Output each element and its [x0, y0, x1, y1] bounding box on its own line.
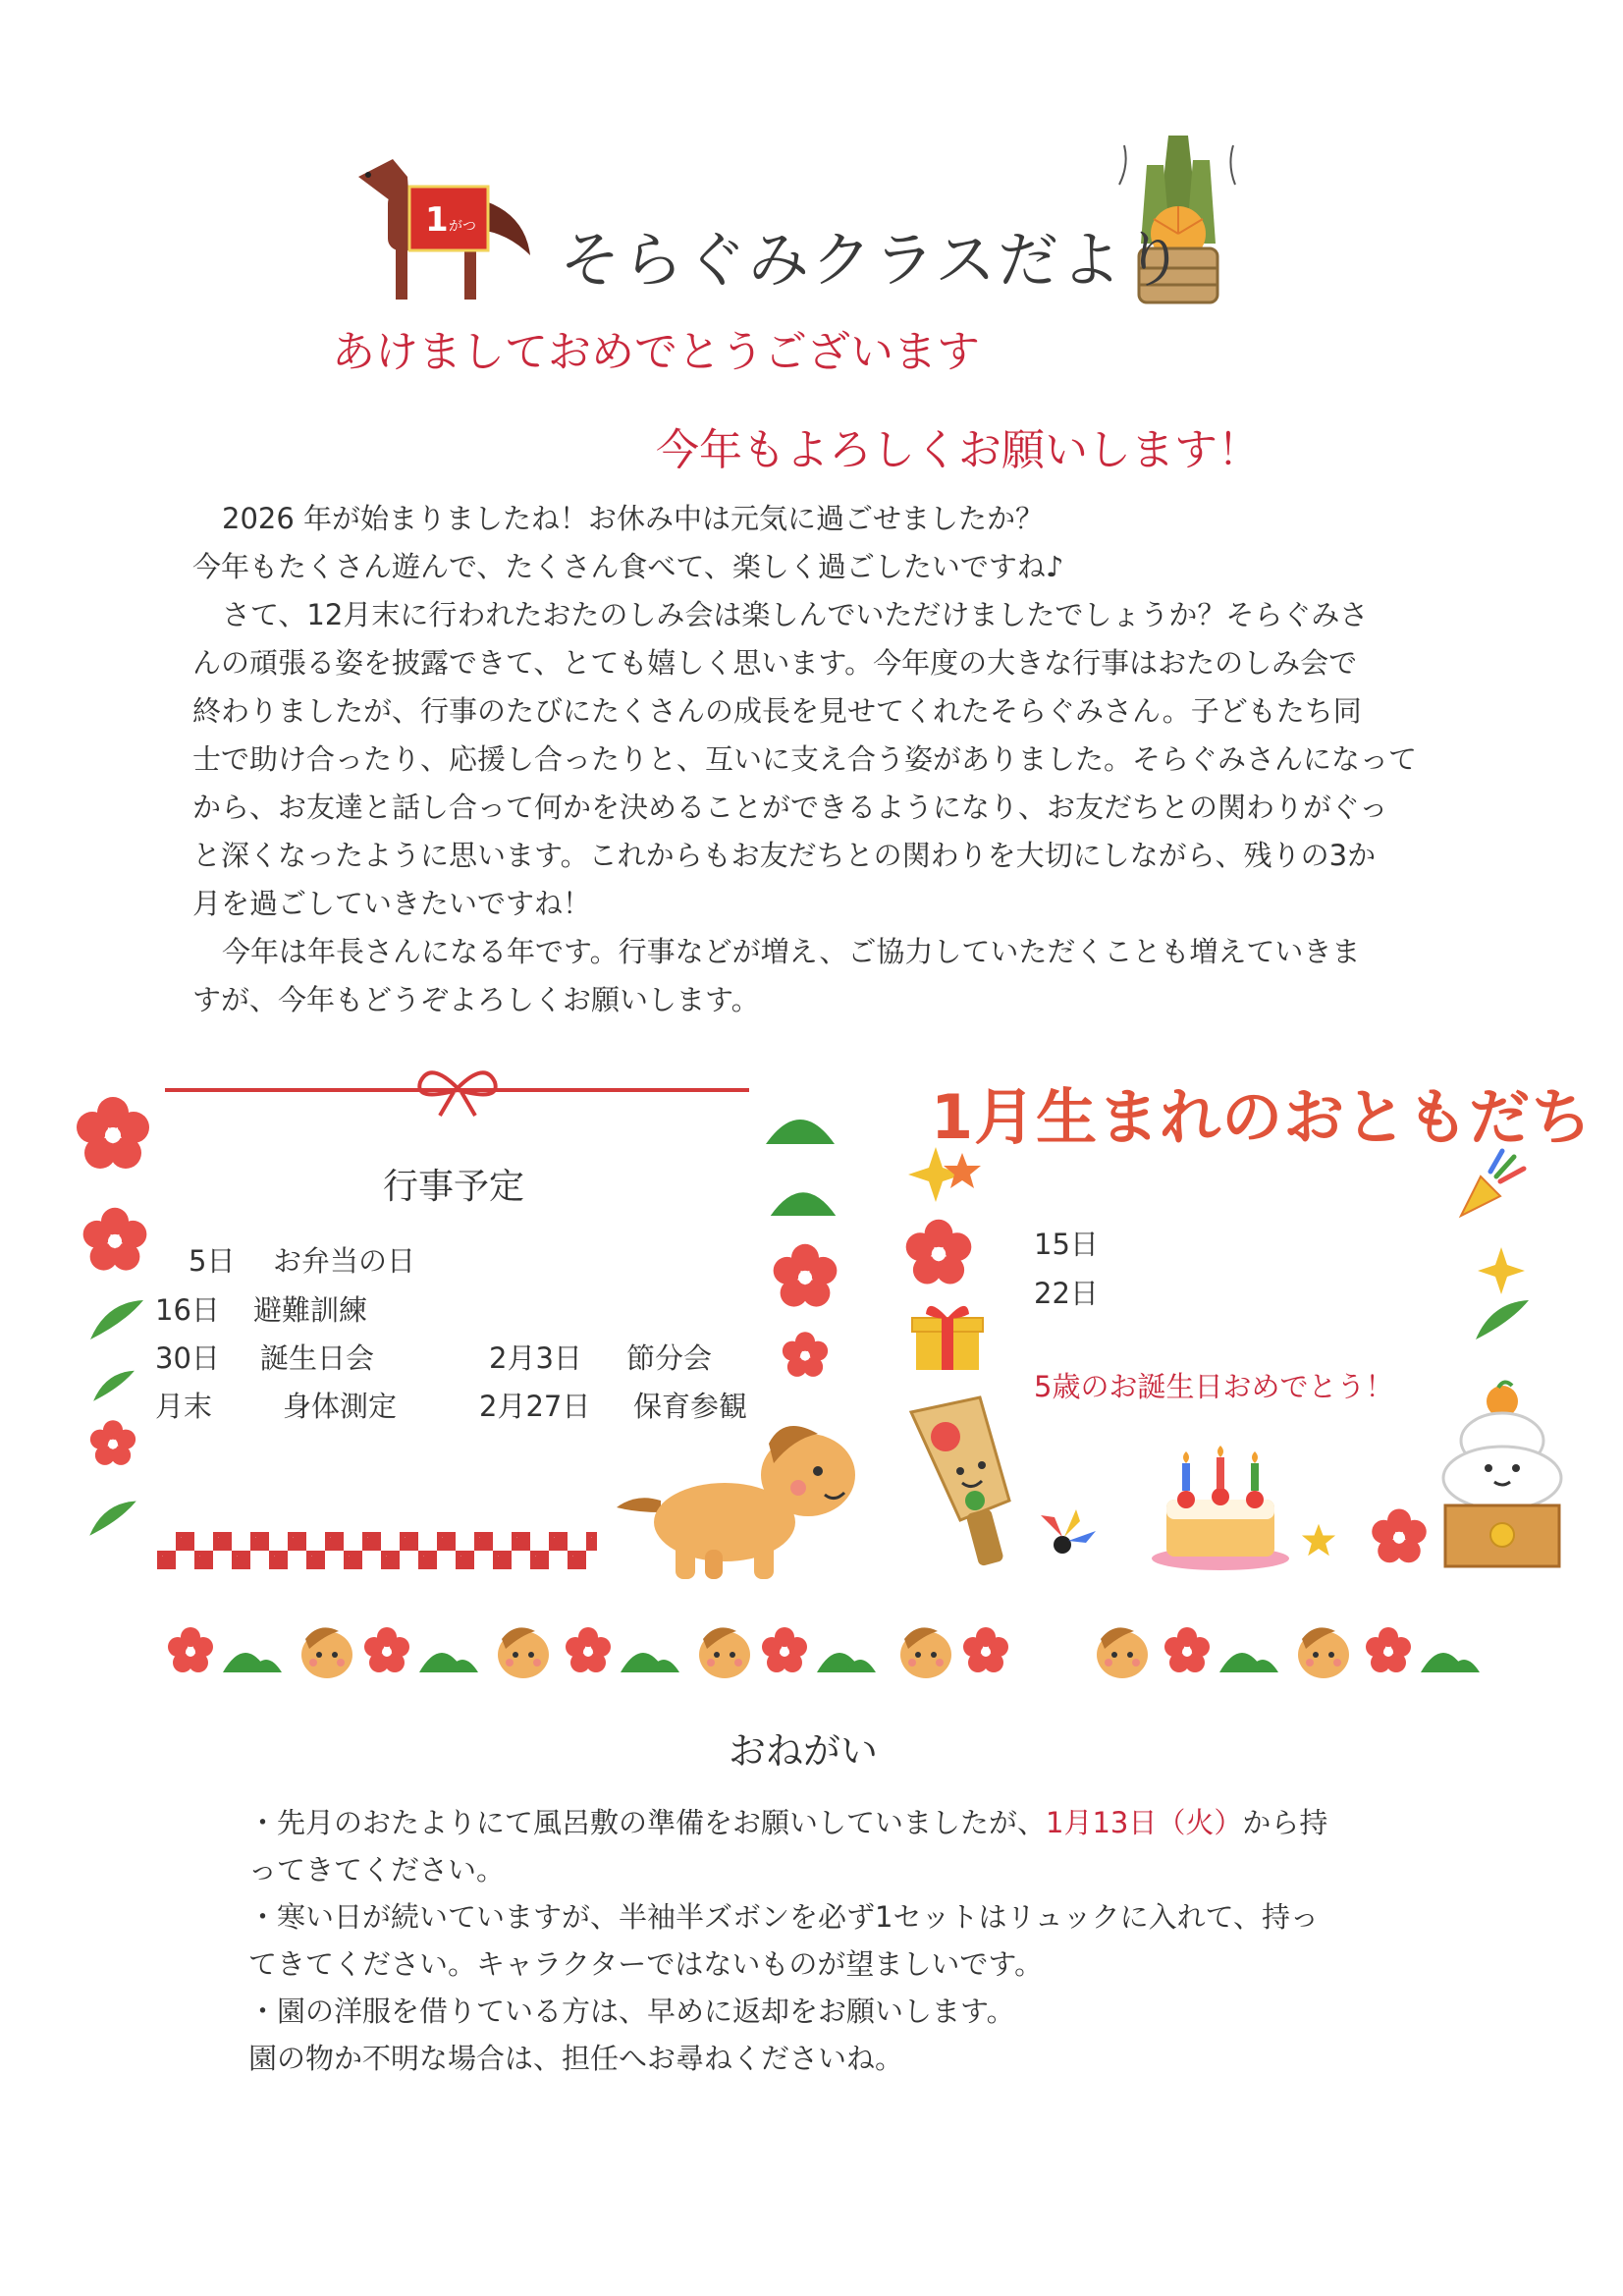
pine-icon: [761, 1095, 839, 1154]
birthday-message: 5歳のお誕生日おめでとう！: [1034, 1370, 1394, 1403]
highlight-date: 1月13日（火）: [1046, 1806, 1243, 1839]
request-line: ・先月のおたよりにて風呂敷の準備をお願いしていましたが、1月13日（火）から持: [248, 1806, 1328, 1839]
plum-blossom-icon: [1370, 1507, 1429, 1566]
request-line: 園の物か不明な場合は、担任へお尋ねくださいね。: [248, 2042, 904, 2075]
request-line: ・園の洋服を借りている方は、早めに返却をお願いします。: [248, 1995, 1015, 2028]
plum-blossom-icon: [74, 1095, 152, 1174]
body-line: すが、今年もどうぞよろしくお願いします。: [192, 983, 760, 1016]
checkered-border: [157, 1532, 597, 1569]
plum-blossom-icon: [88, 1419, 137, 1468]
pony-illustration-icon: [607, 1414, 862, 1586]
body-line: 今年もたくさん遊んで、たくさん食べて、楽しく過ごしたいですね♪: [192, 550, 1064, 583]
event-date: 30日: [155, 1341, 220, 1375]
event-name: 誕生日会: [260, 1341, 375, 1375]
event-date: 2月3日: [489, 1341, 582, 1375]
body-line: 2026 年が始まりましたね！お休み中は元気に過ごせましたか？: [222, 502, 1045, 535]
star-icon: [943, 1151, 982, 1190]
birthday-date: 15日: [1034, 1228, 1099, 1261]
shuttlecock-icon: [1031, 1507, 1100, 1566]
plum-blossom-icon: [781, 1331, 830, 1380]
event-date: 2月27日: [479, 1390, 591, 1423]
svg-text:1: 1: [425, 200, 449, 240]
sparkle-icon: [1478, 1247, 1525, 1294]
new-year-greeting: あけましておめでとうございます: [332, 327, 980, 377]
plum-blossom-icon: [81, 1206, 149, 1275]
event-date: 16日: [155, 1293, 220, 1327]
events-title: 行事予定: [383, 1167, 525, 1207]
body-line: 士で助け合ったり、応援し合ったりと、互いに支え合う姿がありました。そらぐみさんになって: [192, 742, 1418, 776]
birthday-date: 22日: [1034, 1277, 1099, 1310]
event-name: お弁当の日: [273, 1244, 416, 1278]
body-line: 月を過ごしていきたいですね！: [192, 887, 592, 920]
svg-text:がつ: がつ: [449, 219, 476, 235]
page-title: そらぐみクラスだより: [560, 224, 1187, 296]
birthday-title: 1月生まれのおともだち: [931, 1081, 1594, 1153]
request-line: ・寒い日が続いていますが、半袖半ズボンを必ず1セットはリュックに入れて、持っ: [248, 1900, 1320, 1934]
pine-icon: [766, 1169, 840, 1226]
body-line: から、お友達と話し合って何かを決めることができるようになり、お友だちとの関わりがぐっ: [192, 791, 1388, 824]
requests-title: おねがい: [729, 1729, 879, 1773]
bamboo-leaf-icon: [86, 1296, 147, 1345]
birthday-cake-icon: [1147, 1446, 1294, 1573]
event-name: 避難訓練: [253, 1293, 368, 1327]
body-line: 終わりましたが、行事のたびにたくさんの成長を見せてくれたそらぐみさん。子どもたち同: [192, 694, 1362, 728]
event-name: 身体測定: [283, 1390, 398, 1423]
bamboo-leaf-icon: [90, 1367, 137, 1406]
party-popper-icon: [1451, 1147, 1530, 1226]
requests-text: [248, 1799, 1387, 2082]
body-line: んの頑張る姿を披露できて、とても嬉しく思います。今年度の大きな行事はおたのしみ会で: [192, 646, 1358, 680]
request-line: てきてください。キャラクターではないものが望ましいです。: [248, 1947, 1044, 1981]
plum-blossom-icon: [771, 1242, 839, 1311]
body-line: さて、12月末に行われたおたのしみ会は楽しんでいただけましたでしょうか？そらぐみさ: [222, 598, 1369, 631]
request-line: ってきてください。: [248, 1853, 506, 1886]
event-name: 保育参観: [633, 1390, 748, 1423]
gift-box-icon: [908, 1296, 987, 1375]
bamboo-leaf-icon: [84, 1498, 141, 1541]
event-date: 5日: [189, 1244, 236, 1278]
star-icon: [1301, 1522, 1336, 1558]
decorative-border-row: [162, 1615, 1497, 1686]
ribbon-knot-icon: [410, 1063, 505, 1118]
body-text: [192, 495, 1459, 1024]
plum-blossom-icon: [903, 1218, 974, 1288]
bamboo-leaf-icon: [1471, 1296, 1534, 1345]
event-name: 節分会: [626, 1341, 713, 1375]
event-date: 月末: [155, 1390, 213, 1423]
body-line: と深くなったように思います。これからもお友だちとの関わりを大切にしながら、残りの3か: [192, 839, 1377, 872]
horse-ornament-icon: [339, 147, 535, 314]
kagami-mochi-icon: [1434, 1380, 1571, 1571]
hagoita-paddle-icon: [901, 1393, 1029, 1569]
new-year-wishes: 今年もよろしくお願いします！: [656, 425, 1261, 475]
body-line: 今年は年長さんになる年です。行事などが増え、ご協力していただくことも増えていきま: [222, 935, 1361, 968]
